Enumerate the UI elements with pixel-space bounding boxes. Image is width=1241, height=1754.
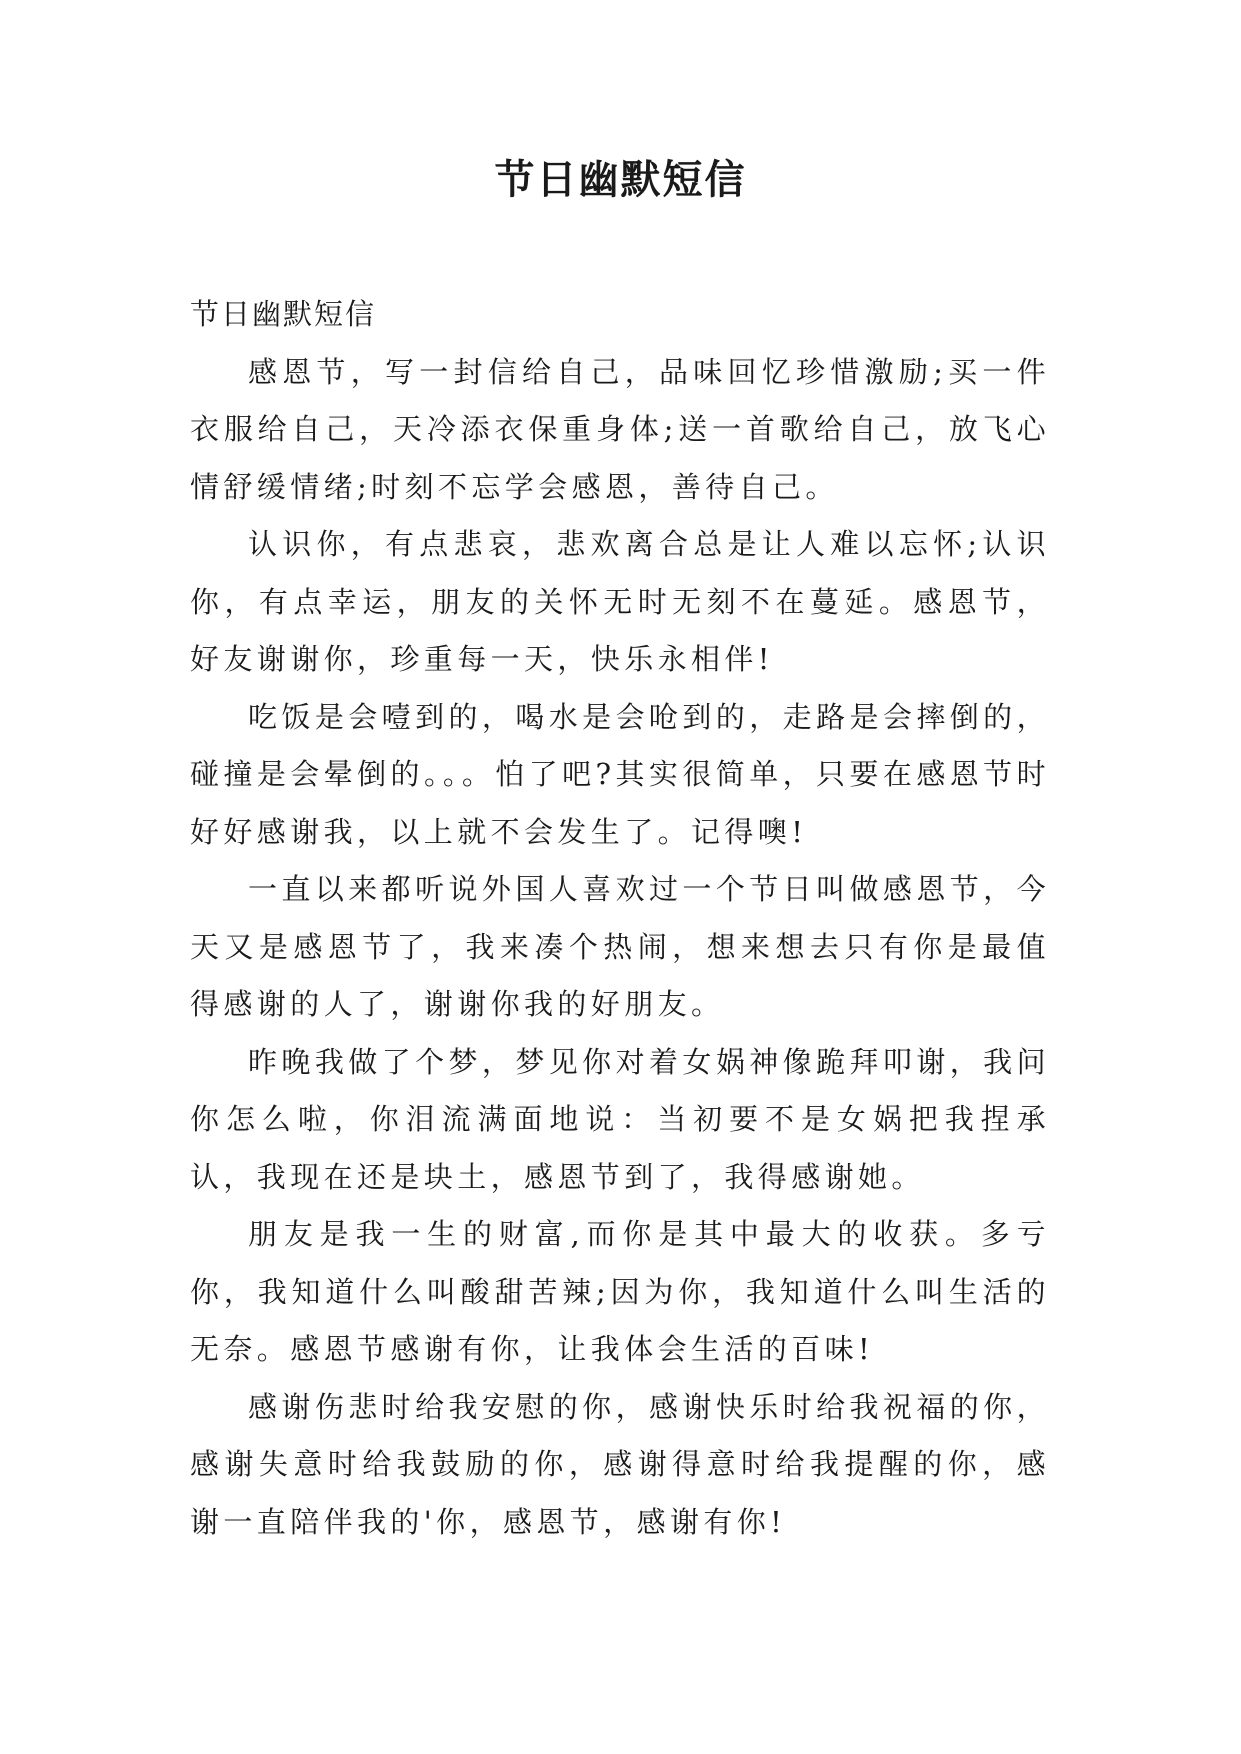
paragraph-2: 认识你，有点悲哀，悲欢离合总是让人难以忘怀;认识你，有点幸运，朋友的关怀无时无刻不在蔓延。感恩节，好友谢谢你，珍重每一天，快乐永相伴! xyxy=(190,527,1050,676)
document-subtitle: 节日幽默短信 xyxy=(190,297,377,331)
paragraph-7: 感谢伤悲时给我安慰的你，感谢快乐时给我祝福的你，感谢失意时给我鼓励的你，感谢得意时给我提醒的你，感谢一直陪伴我的'你，感恩节，感谢有你! xyxy=(190,1389,1050,1539)
paragraph-4: 一直以来都听说外国人喜欢过一个节日叫做感恩节，今天又是感恩节了，我来凑个热闹，想来想去只有你是最值得感谢的人了，谢谢你我的好朋友。 xyxy=(190,872,1050,1021)
paragraph-3: 吃饭是会噎到的，喝水是会呛到的，走路是会摔倒的，碰撞是会晕倒的。。。怕了吧?其实很简单，只要在感恩节时好好感谢我，以上就不会发生了。记得噢! xyxy=(190,699,1050,849)
document-body xyxy=(190,286,1050,1551)
paragraph-1: 感恩节，写一封信给自己，品味回忆珍惜激励;买一件衣服给自己，天冷添衣保重身体;送一首歌给自己，放飞心情舒缓情绪;时刻不忘学会感恩，善待自己。 xyxy=(190,354,1050,504)
paragraph-6: 朋友是我一生的财富,而你是其中最大的收获。多亏你，我知道什么叫酸甜苦辣;因为你，我知道什么叫生活的无奈。感恩节感谢有你，让我体会生活的百味! xyxy=(190,1217,1050,1366)
document-title: 节日幽默短信 xyxy=(494,157,747,203)
paragraph-5: 昨晚我做了个梦，梦见你对着女娲神像跪拜叩谢，我问你怎么啦，你泪流满面地说：当初要不是女娲把我捏承认，我现在还是块土，感恩节到了，我得感谢她。 xyxy=(190,1044,1050,1194)
